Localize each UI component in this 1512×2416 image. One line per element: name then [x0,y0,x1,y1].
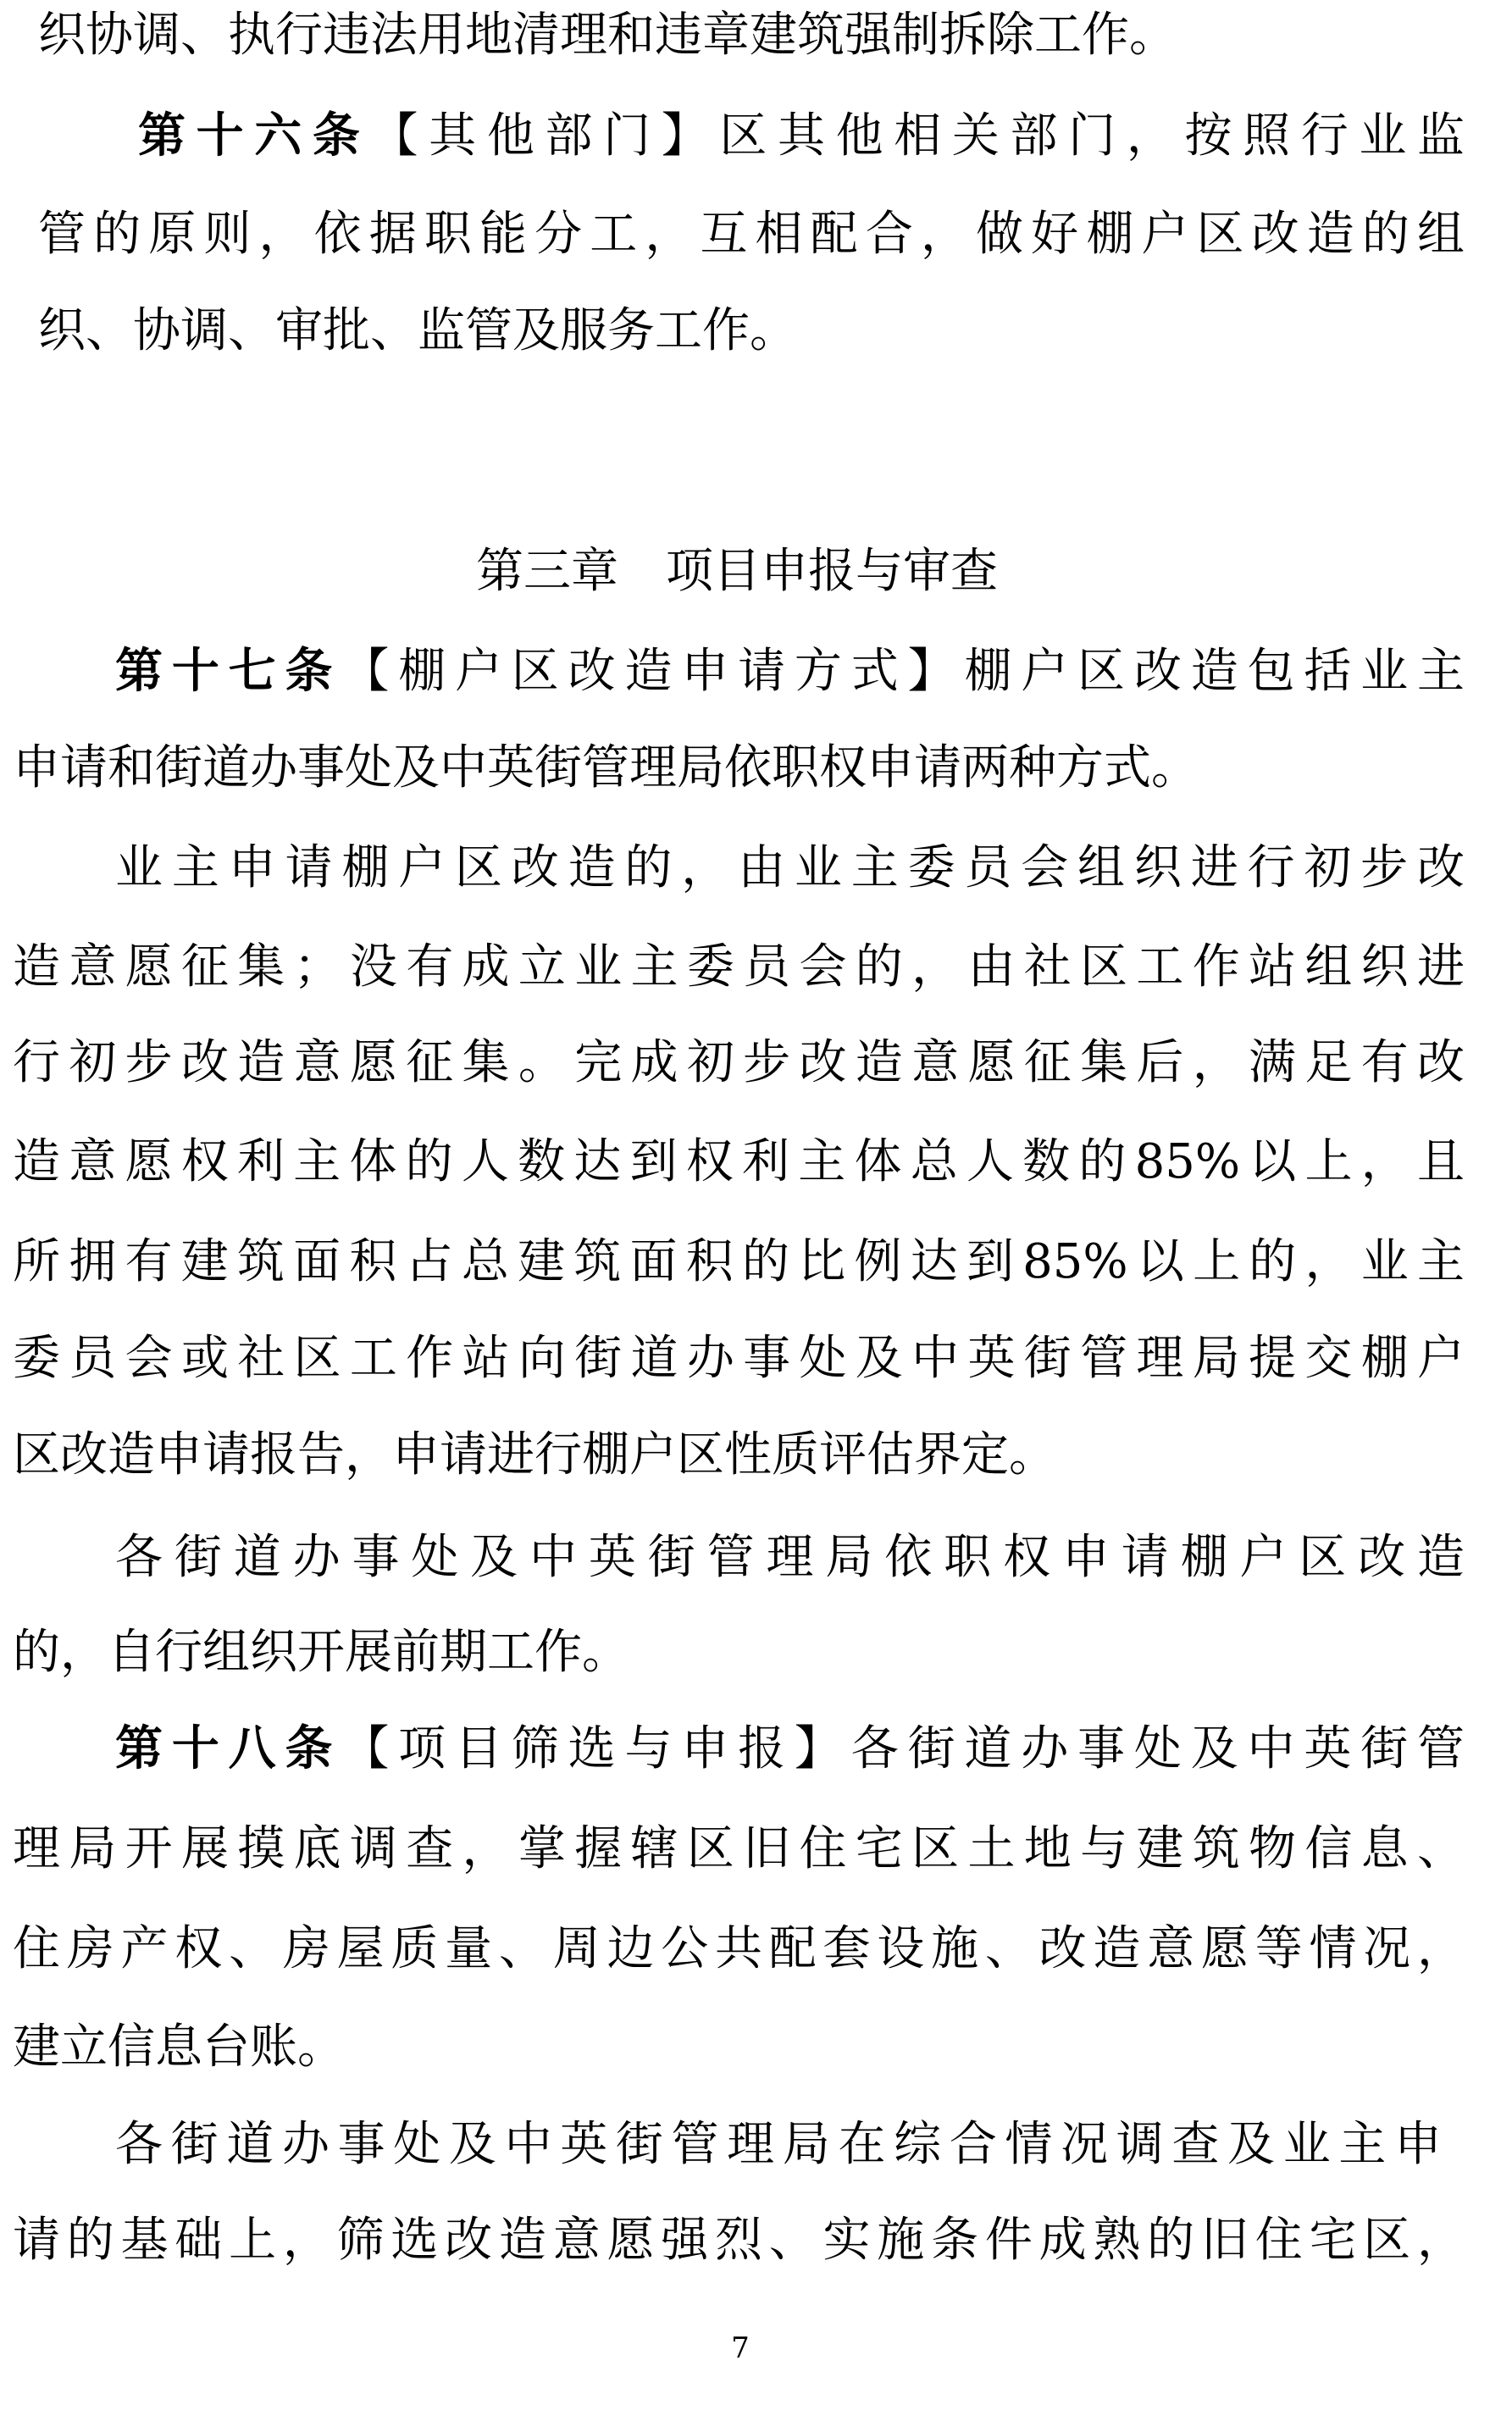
paragraph-line: 造意愿征集；没有成立业主委员会的，由社区工作站组织进 [13,939,1465,995]
paragraph-line: 区改造申请报告，申请进行棚户区性质评估界定。 [13,1427,1056,1482]
paragraph-line: 请的基础上，筛选改造意愿强烈、实施条件成熟的旧住宅区， [13,2213,1465,2268]
paragraph-line: 建立信息台账。 [13,2020,345,2075]
chapter-heading: 第三章 项目申报与审查 [476,544,998,599]
paragraph-line: 所拥有建筑面积占总建筑面积的比例达到85%以上的，业主 [13,1234,1465,1289]
paragraph-line: 织、协调、审批、监管及服务工作。 [38,303,797,358]
article-text: 【项目筛选与申报】各街道办事处及中英街管 [341,1721,1465,1776]
paragraph-line: 造意愿权利主体的人数达到权利主体总人数的85%以上，且 [13,1134,1465,1189]
paragraph-line: 各街道办事处及中英街管理局在综合情况调查及业主申 [115,2117,1442,2172]
paragraph-line: 织协调、执行违法用地清理和违章建筑强制拆除工作。 [38,8,1177,63]
paragraph-line: 理局开展摸底调查，掌握辖区旧住宅区土地与建筑物信息、 [13,1821,1465,1876]
article-17-line [115,645,1465,699]
paragraph-line: 申请和街道办事处及中英街管理局依职权申请两种方式。 [13,740,1199,795]
paragraph-line: 委员会或社区工作站向街道办事处及中英街管理局提交棚户 [13,1331,1465,1386]
article-18-line [115,1722,1465,1776]
paragraph-line: 住房产权、房屋质量、周边公共配套设施、改造意愿等情况， [13,1921,1465,1976]
paragraph-line: 行初步改造意愿征集。完成初步改造意愿征集后，满足有改 [13,1035,1465,1090]
paragraph-line: 各街道办事处及中英街管理局依职权申请棚户区改造 [115,1530,1465,1585]
article-text: 【棚户区改造申请方式】棚户区改造包括业主 [341,644,1465,699]
page-number: 7 [731,2331,750,2365]
article-number: 第十七条 [115,644,342,699]
paragraph-line: 管的原则，依据职能分工，互相配合，做好棚户区改造的组 [38,207,1465,262]
paragraph-line: 业主申请棚户区改造的，由业主委员会组织进行初步改 [115,840,1465,895]
article-number: 第十六条 [138,108,371,163]
article-16-line [138,109,1465,163]
paragraph-line: 的，自行组织开展前期工作。 [13,1625,629,1680]
article-number: 第十八条 [115,1721,342,1776]
article-text: 【其他部门】区其他相关部门，按照行业监 [370,108,1465,163]
